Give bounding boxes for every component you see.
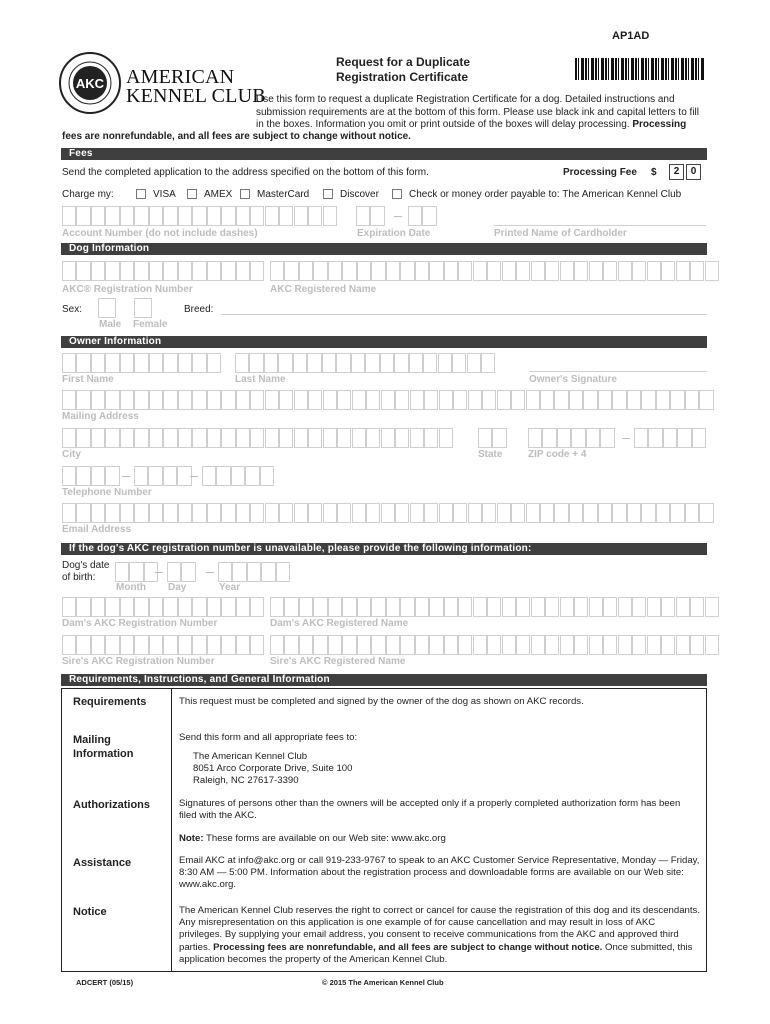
processing-fee-label: Processing Fee [563,167,637,178]
expiration-month-input[interactable] [356,206,385,226]
form-code: AP1AD [612,30,650,42]
address-line-2: 8051 Arco Corporate Drive, Suite 100 [193,763,353,775]
form-revision: ADCERT (05/15) [76,978,134,987]
dog-section-header: Dog Information [61,243,707,255]
sex-label: Sex: [62,304,83,315]
mastercard-label: MasterCard [257,189,310,200]
dam-name-input[interactable] [270,597,719,617]
fees-section-header: Fees [61,148,707,160]
requirements-text: This request must be completed and signed by the owner of the dog as shown on AKC records. [179,696,584,707]
authorizations-heading: Authorizations [73,799,150,811]
dob-label [62,560,110,584]
sire-name-input[interactable] [270,635,719,655]
dob-year-input[interactable] [218,562,290,582]
city-caption: City [62,449,81,460]
notice-bold: Processing fees are nonrefundable, and all fees are subject to change without notice. [213,941,603,953]
charge-label: Charge my: [62,189,114,200]
copyright: © 2015 The American Kennel Club [322,978,444,987]
expiration-year-input[interactable] [408,206,437,226]
zip-input[interactable] [528,428,615,448]
address-line-1: The American Kennel Club [193,751,308,762]
requirements-heading: Requirements [73,696,147,708]
account-number-caption: Account Number (do not include dashes) [62,228,258,239]
mailing-address-caption: Mailing Address [62,411,139,422]
first-name-input[interactable] [62,353,221,373]
phone-prefix-input[interactable] [134,466,192,486]
sire-name-caption: Sire's AKC Registered Name [270,656,406,667]
phone-dash-1 [122,476,130,477]
dob-dash-1 [155,572,163,573]
month-caption: Month [116,582,146,593]
note-text: These forms are available on our Web site: www.akc.org [203,833,446,844]
notice-end: Once submitted, this application becomes the property of the American Kennel Club. [179,941,693,965]
authorizations-text: Signatures of persons other than the owners will be accepted only if a properly completed authorization form has been filed with the AKC. [179,798,681,822]
registration-number-caption: AKC® Registration Number [62,284,193,295]
phone-dash-2 [190,476,198,477]
title-line-2: Registration Certificate [336,70,469,84]
note-label: Note: [179,833,204,844]
mastercard-checkbox[interactable] [240,189,250,199]
dob-dash-2 [206,572,214,573]
fee-digit-1: 2 [669,164,684,180]
logo-line-1: AMERICAN [126,66,235,88]
phone-area-input[interactable] [62,466,120,486]
account-number-input[interactable] [62,206,337,226]
assistance-text: Email AKC at info@akc.org or call 919-233-9767 to speak to an AKC Customer Service Representative, Monday — Friday, 8:30 AM — 5:00 PM. Information about the registration process and downloadable forms are available on our Web site: www.akc.org. [179,855,700,891]
address-line-3: Raleigh, NC 27617-3390 [193,775,299,787]
zip-dash [622,438,630,439]
notice-heading: Notice [73,906,107,918]
authorizations-note [179,833,699,845]
female-caption: Female [133,319,168,330]
mailing-heading-line-1: Mailing [73,734,111,746]
table-divider [171,688,172,972]
zip-plus4-input[interactable] [634,428,706,448]
dob-label-line-2: of birth: [62,572,96,583]
dob-month-input[interactable] [115,562,158,582]
owner-section-header: Owner Information [61,336,707,348]
male-caption: Male [99,319,122,330]
cardholder-name-line[interactable] [494,225,706,226]
sire-registration-input[interactable] [62,635,265,655]
last-name-caption: Last Name [235,374,286,385]
day-caption: Day [168,582,187,593]
intro-bold-start: Processing [632,119,687,130]
dob-day-input[interactable] [167,562,196,582]
title-line-1: Request for a Duplicate [336,55,471,69]
male-box[interactable] [98,298,116,318]
akc-registration-input[interactable] [62,261,265,281]
first-name-caption: First Name [62,374,114,385]
dam-registration-caption: Dam's AKC Registration Number [62,618,218,629]
state-caption: State [478,449,503,460]
currency-symbol: $ [651,167,657,178]
city-input[interactable] [62,428,453,448]
telephone-caption: Telephone Number [62,487,152,498]
mailing-heading-line-2: Information [73,748,134,760]
dob-label-line-1: Dog's date [62,560,110,571]
expiration-caption: Expiration Date [357,228,431,239]
akc-wordmark [126,68,266,106]
registered-name-caption: AKC Registered Name [270,284,377,295]
unavailable-section-header: If the dog's AKC registration number is unavailable, please provide the following information: [61,543,707,555]
email-input[interactable] [62,503,714,523]
intro-bold: fees are nonrefundable, and all fees are subject to change without notice. [62,131,411,142]
fees-send-text: Send the completed application to the address specified on the bottom of this form. [62,167,429,178]
discover-label: Discover [340,189,379,200]
visa-label: VISA [153,189,176,200]
intro-body: Use this form to request a duplicate Registration Certificate for a dog. Detailed instructions and submission requirements are at the bottom of this form. Please use black ink and capital letters to fill in the boxes. Information you omit or print outside of the boxes will delay processing. [256,94,699,130]
mailing-text: Send this form and all appropriate fees to: [179,732,358,743]
discover-checkbox[interactable] [323,189,333,199]
breed-label: Breed: [184,304,214,315]
dam-name-caption: Dam's AKC Registered Name [270,618,409,629]
logo-line-2: KENNEL CLUB [126,85,266,107]
signature-caption: Owner's Signature [529,374,617,385]
female-box[interactable] [134,298,152,318]
akc-seal-logo [58,51,122,115]
sire-registration-caption: Sire's AKC Registration Number [62,656,215,667]
barcode [575,58,705,80]
intro-text [256,94,706,132]
cardholder-caption: Printed Name of Cardholder [494,228,627,239]
state-input[interactable] [478,428,507,448]
assistance-heading: Assistance [73,857,132,869]
visa-checkbox[interactable] [136,189,146,199]
phone-line-input[interactable] [202,466,274,486]
last-name-input[interactable] [235,353,496,373]
breed-line[interactable] [221,314,707,315]
akc-registered-name-input[interactable] [270,261,719,281]
requirements-section-header: Requirements, Instructions, and General Information [61,674,707,686]
notice-body: The American Kennel Club reserves the right to correct or cancel for cause the registration of this dog and its descendants. Any misrepresentation on this application is one example of for cause cancellation and may result in loss of AKC privileges. By supplying your email address, you consent to receive communications from the AKC and approved third parties. [179,905,701,953]
zip-caption: ZIP code + 4 [528,449,587,460]
check-checkbox[interactable] [392,189,402,199]
page-title [336,55,470,85]
notice-text [179,905,701,966]
amex-label: AMEX [204,189,233,200]
mailing-heading [73,733,134,761]
amex-checkbox[interactable] [187,189,197,199]
fee-digit-2: 0 [686,164,701,180]
expiration-dash [394,216,402,217]
check-label: Check or money order payable to: The American Kennel Club [409,189,682,200]
dam-registration-input[interactable] [62,597,265,617]
owner-signature-line[interactable] [529,371,707,372]
logo-seal-text: AKC [75,76,105,91]
year-caption: Year [219,582,241,593]
email-caption: Email Address [62,524,132,535]
mailing-address-input[interactable] [62,390,714,410]
mailing-address [193,751,352,788]
